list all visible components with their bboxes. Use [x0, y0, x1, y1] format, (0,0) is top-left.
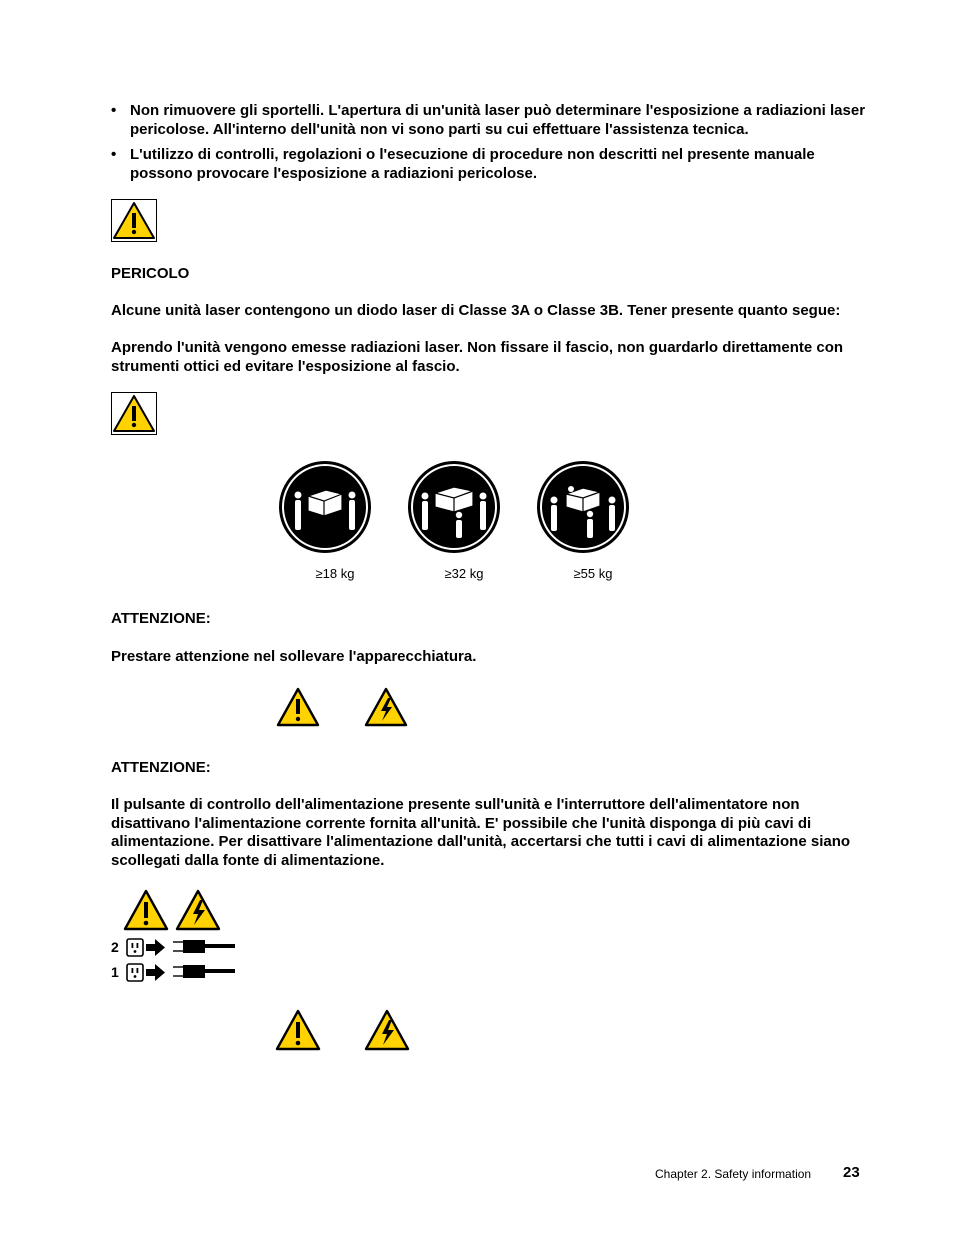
bullet-text: L'utilizzo di controlli, regolazioni o l'esecuzione di procedure non descritti nel presente manuale possono provocare l'esposizione a radiazioni pericolose.: [130, 146, 815, 182]
electrical-hazard-icon: [364, 686, 408, 728]
caution-lifting-text: Prestare attenzione nel sollevare l'apparecchiatura.: [111, 648, 477, 665]
two-person-lift-icon: [278, 460, 372, 554]
bullet-marker: •: [111, 146, 117, 164]
bullet-list: [111, 102, 871, 190]
footer-chapter-title: Chapter 2. Safety information: [655, 1167, 812, 1181]
caution-triangle-icon: [123, 888, 169, 932]
power-cord-unplug-icon: [125, 937, 237, 959]
bullet-marker: •: [111, 102, 117, 119]
bullet-text: Non rimuovere gli sportelli. L'apertura di un'unità laser può determinare l'esposizione a radiazioni laser pericolose. All'interno dell'unità non vi sono parti su cui effettuare l'assistenza tecnica.: [130, 102, 866, 138]
danger-paragraph-2: Aprendo l'unità vengono emesse radiazioni laser. Non fissare il fascio, non guardarlo direttamente con strumenti ottici ed evitare l'esposizione al fascio.: [111, 339, 844, 375]
danger-heading: PERICOLO: [111, 265, 190, 282]
electrical-hazard-icon: [364, 1008, 410, 1052]
warning-triangle-icon: [111, 199, 157, 242]
caution-heading: ATTENZIONE:: [111, 759, 211, 776]
caution-triangle-icon: [276, 686, 320, 728]
weight-label: ≥55 kg: [573, 566, 613, 581]
caution-heading: ATTENZIONE:: [111, 610, 211, 627]
caution-power-text: Il pulsante di controllo dell'alimentazione presente sull'unità e l'interruttore dell'alimentatore non disattivano l'alimentazione corrente fornita all'unità. E' possibile che l'unità disponga di più cavi di alimentazione. Per disattivare l'alimentazione dall'unità, accertarsi che tutti i cavi di alimentazione siano scollegati dalla fonte di alimentazione.: [111, 796, 851, 869]
page-number: 23: [843, 1164, 860, 1181]
list-item: [111, 102, 871, 139]
cord-number-label: 2: [111, 939, 119, 955]
weight-label: ≥32 kg: [444, 566, 484, 581]
warning-triangle-icon: [111, 392, 157, 435]
cord-number-label: 1: [111, 964, 119, 980]
three-person-lift-icon: [407, 460, 501, 554]
list-item: [111, 146, 871, 183]
danger-paragraph-1: Alcune unità laser contengono un diodo laser di Classe 3A o Classe 3B. Tener presente quanto segue:: [111, 302, 841, 319]
electrical-hazard-icon: [175, 888, 221, 932]
caution-triangle-icon: [275, 1008, 321, 1052]
weight-label: ≥18 kg: [315, 566, 355, 581]
power-cord-unplug-icon: [125, 962, 237, 984]
four-person-lift-icon: [536, 460, 630, 554]
